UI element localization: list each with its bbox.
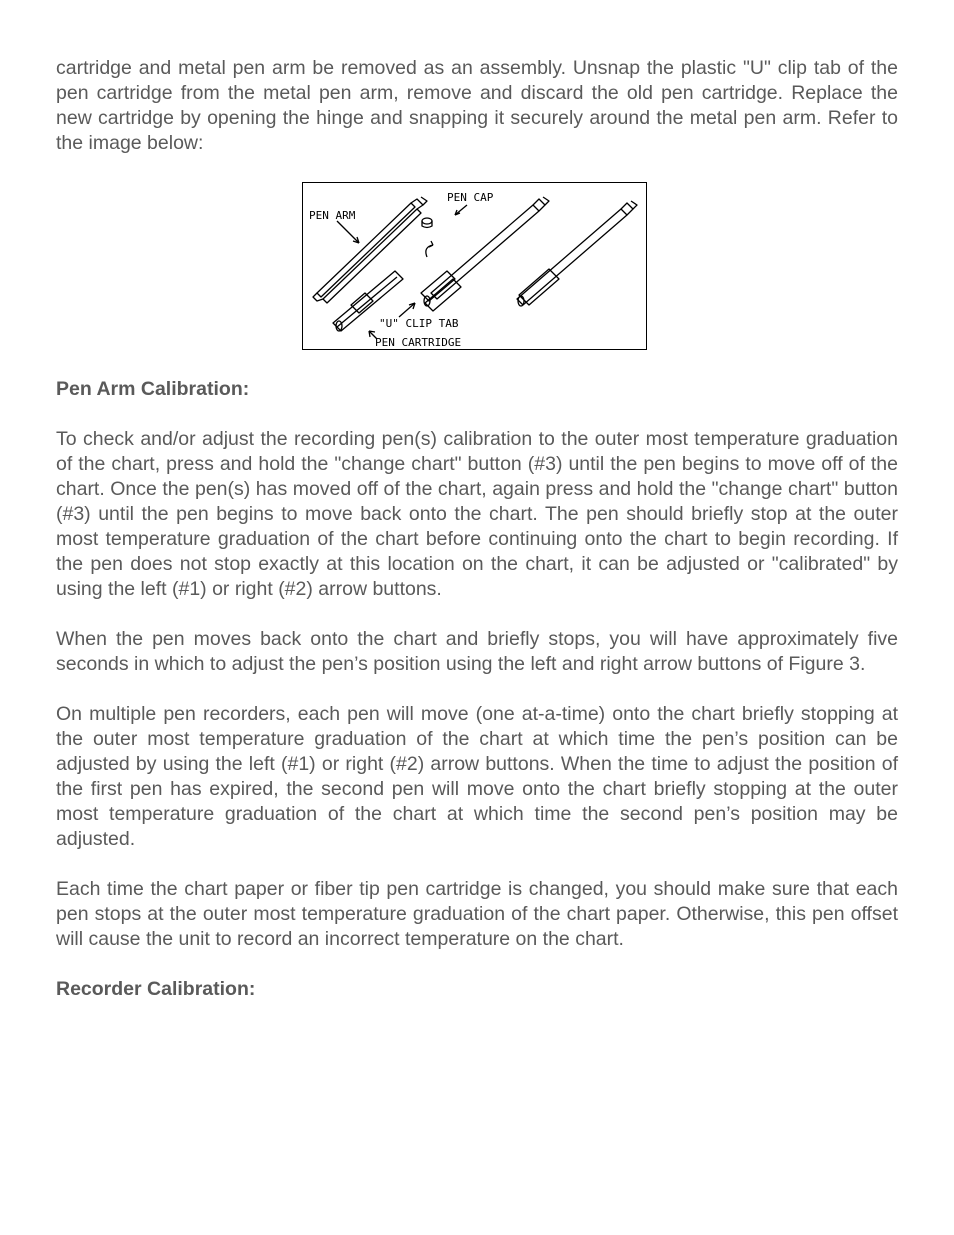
pen-cartridge-label: PEN CARTRIDGE <box>375 336 462 349</box>
pen-cartridge-diagram <box>302 182 647 350</box>
calibration-paragraph-2: When the pen moves back onto the chart and briefly stops, you will have approximately five seconds in which to adjust the pen’s position using the left and right arrow buttons of Figure 3. <box>56 628 898 675</box>
recorder-calibration-heading: Recorder Calibration: <box>56 978 256 1000</box>
pen-arm-label: PEN ARM <box>309 209 356 222</box>
calibration-paragraph-3: On multiple pen recorders, each pen will move (one at-a-time) onto the chart briefly stopping at the outer most temperature graduation of the chart at which time the pen’s position can be adjusted by using the left (#1) or right (#2) arrow buttons. When the time to adjust the position of the first pen has expired, the second pen will move onto the chart briefly stopping at the outer most temperature graduation of the chart at which time the second pen’s position may be adjusted. <box>56 703 898 850</box>
intro-paragraph: cartridge and metal pen arm be removed as an assembly. Unsnap the plastic "U" clip tab of the pen cartridge from the metal pen arm, remove and discard the old pen cartridge. Replace the new cartridge by opening the hinge and snapping it securely around the metal pen arm. Refer to the image below: <box>56 57 898 154</box>
pen-arm-calibration-heading: Pen Arm Calibration: <box>56 378 250 400</box>
middle-cartridge-shape <box>421 197 549 311</box>
pen-cap-label: PEN CAP <box>447 191 494 204</box>
document-page <box>56 56 898 1002</box>
pen-cap-shape <box>422 218 432 228</box>
u-clip-tab-label: "U" CLIP TAB <box>379 317 459 330</box>
calibration-paragraph-1: To check and/or adjust the recording pen(s) calibration to the outer most temperature graduation of the chart, press and hold the "change chart" button (#3) until the pen begins to move off of the chart. Once the pen(s) has moved off of the chart, again press and hold the "change chart" button (#3) until the pen begins to move back onto the chart. The pen should briefly stop at the outer most temperature graduation of the chart before continuing onto the chart to begin recording. If the pen does not stop exactly at this location on the chart, it can be adjusted or "calibrated" by using the left (#1) or right (#2) arrow buttons. <box>56 428 898 600</box>
right-assembly-shape <box>517 201 637 306</box>
figure-container <box>56 156 898 377</box>
calibration-paragraph-4: Each time the chart paper or fiber tip pen cartridge is changed, you should make sure that each pen stops at the outer most temperature graduation of the chart paper. Otherwise, this pen offset will cause the unit to record an incorrect temperature on the chart. <box>56 878 898 950</box>
pen-assembly-illustration <box>303 183 648 351</box>
